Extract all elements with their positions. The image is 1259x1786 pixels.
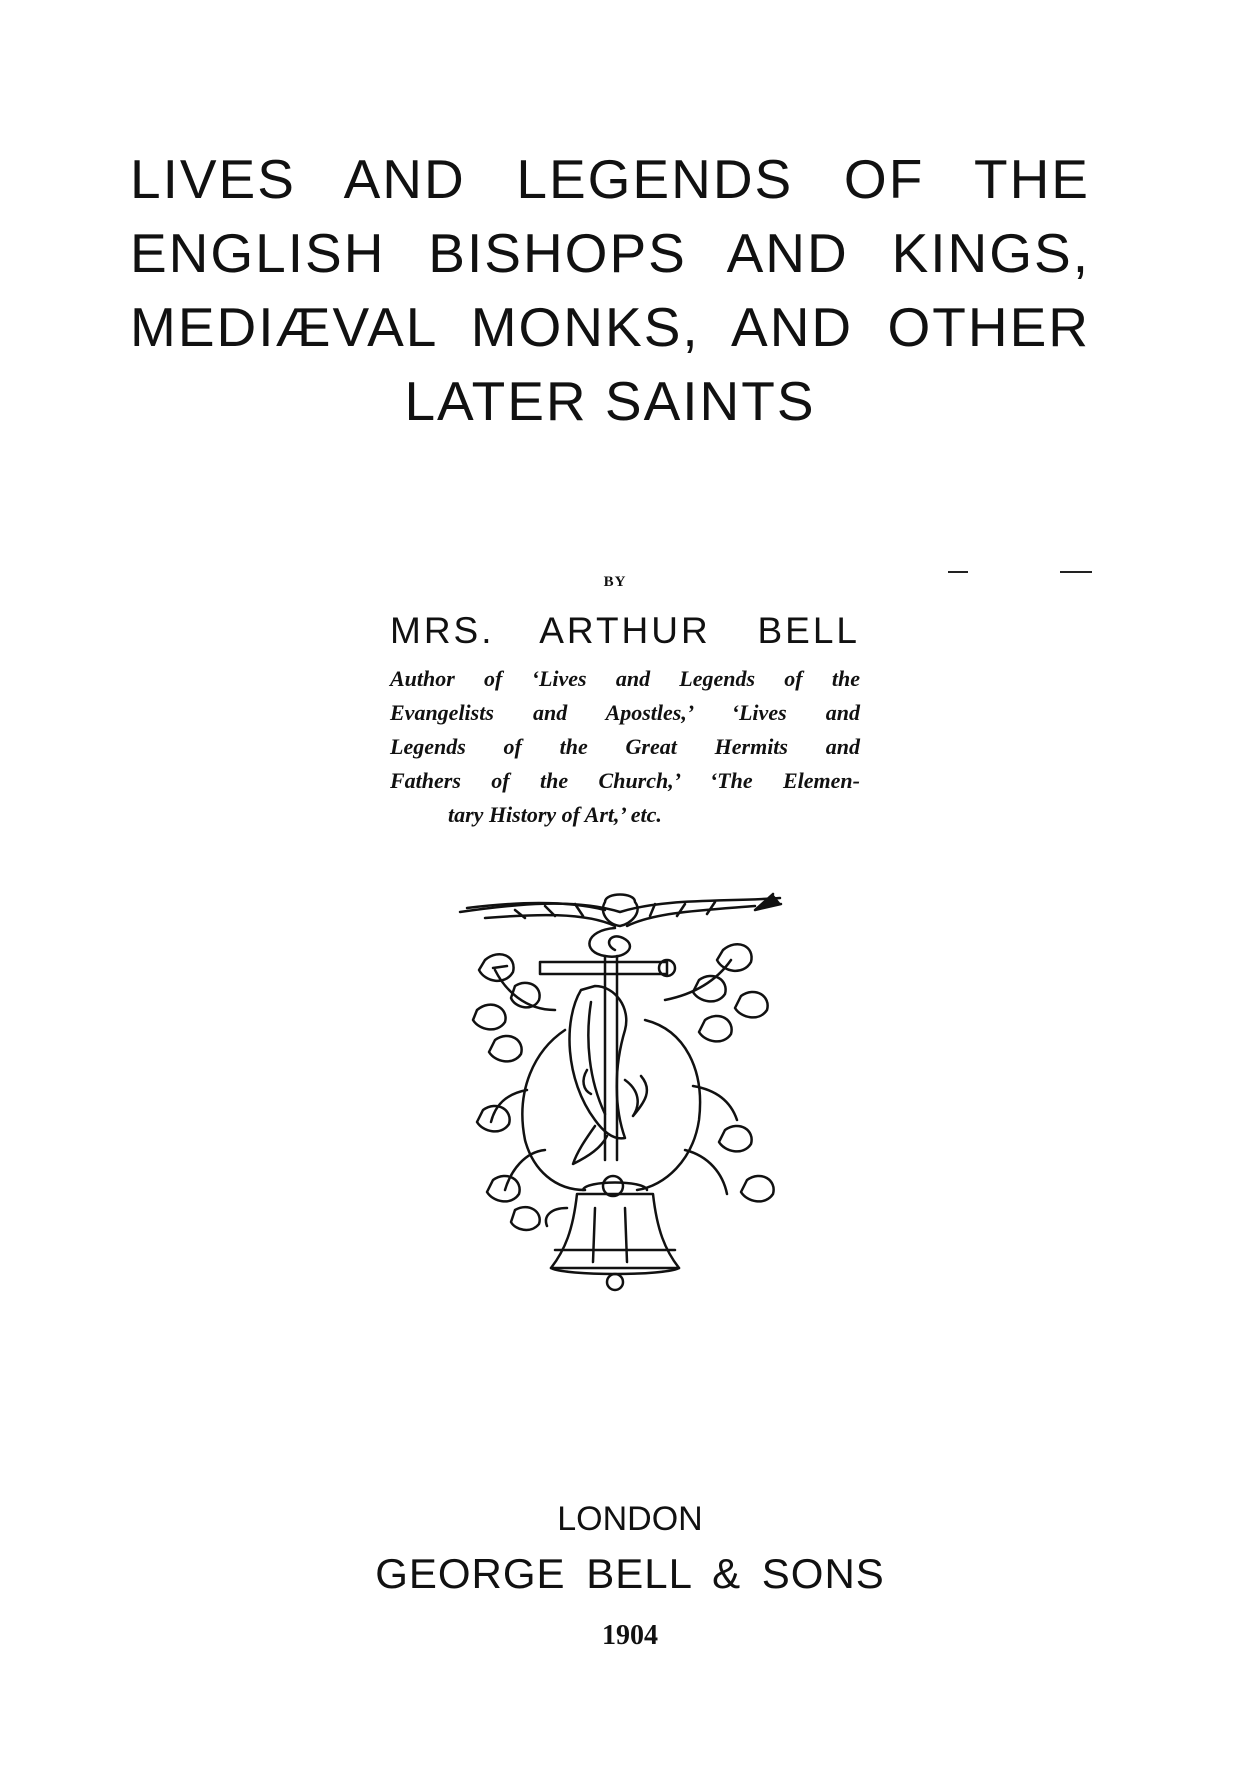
credits-line: Fathers of the Church,’ ‘The Elemen- (390, 768, 860, 793)
credits-line: Author of ‘Lives and Legends of the (390, 666, 860, 691)
imprint-year: 1904 (602, 1620, 658, 1651)
scan-mark (948, 571, 968, 573)
credits-line: Legends of the Great Hermits and (390, 734, 860, 759)
book-title (130, 142, 1090, 438)
by-label: BY (603, 574, 627, 590)
author-name: MRS. ARTHUR BELL (390, 610, 860, 651)
imprint-city: LONDON (557, 1500, 703, 1538)
credits-line: Evangelists and Apostles,’ ‘Lives and (390, 700, 860, 725)
scan-mark (1060, 571, 1092, 573)
title-line-2: ENGLISH BISHOPS AND KINGS, (130, 222, 1090, 284)
imprint-publisher: GEORGE BELL & SONS (375, 1550, 885, 1597)
author-credits (390, 662, 860, 832)
title-line-4: LATER SAINTS (404, 370, 816, 432)
credits-line: tary History of Art,’ etc. (448, 802, 662, 827)
title-line-3: MEDIÆVAL MONKS, AND OTHER (130, 296, 1090, 358)
bell-anchor-emblem-icon (455, 890, 785, 1300)
title-line-1: LIVES AND LEGENDS OF THE (130, 148, 1090, 210)
